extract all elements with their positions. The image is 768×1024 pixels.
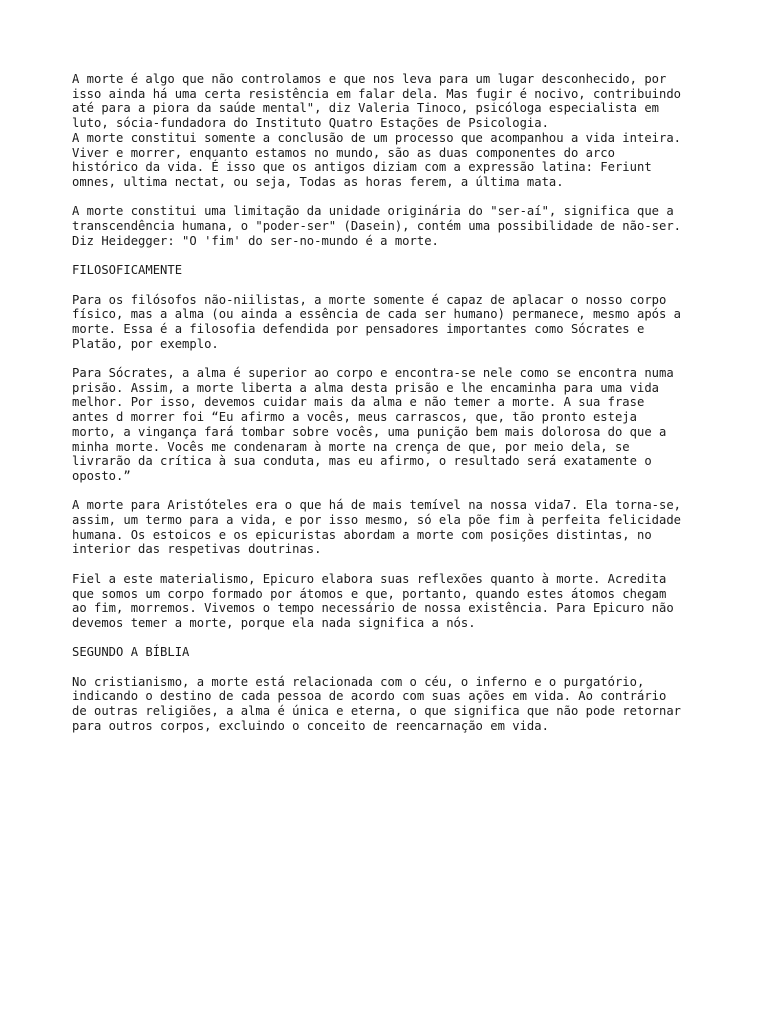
text-line: A morte para Aristóteles era o que há de mais temível na nossa vida7. Ela torna-se,	[72, 498, 682, 513]
text-line: que somos um corpo formado por átomos e que, portanto, quando estes átomos chegam	[72, 586, 667, 601]
text-line: de outras religiões, a alma é única e eterna, o que significa que não pode retornar	[72, 704, 682, 719]
text-line: devemos temer a morte, porque ela nada significa a nós.	[72, 615, 476, 630]
text-line: até para a piora da saúde mental", diz Valeria Tinoco, psicóloga especialista em	[72, 101, 659, 116]
text-line: morto, a vingança fará tombar sobre vocês, uma punição bem mais dolorosa do que a	[72, 424, 667, 439]
text-line: A morte constitui uma limitação da unidade originária do "ser-aí", significa que a	[72, 204, 674, 219]
text-line: isso ainda há uma certa resistência em falar dela. Mas fugir é nocivo, contribuindo	[72, 86, 682, 101]
text-line: histórico da vida. É isso que os antigos diziam com a expressão latina: Feriunt	[72, 160, 652, 175]
text-line: Para Sócrates, a alma é superior ao corpo e encontra-se nele como se encontra numa	[72, 366, 674, 380]
document-body	[72, 72, 702, 734]
paragraph-gap	[72, 190, 702, 205]
paragraph-gap	[72, 484, 702, 499]
text-line: No cristianismo, a morte está relacionada com o céu, o inferno e o purgatório,	[72, 674, 645, 689]
text-line: antes d morrer foi “Eu afirmo a vocês, meus carrascos, que, tão pronto esteja	[72, 410, 637, 425]
text-line: prisão. Assim, a morte liberta a alma desta prisão e lhe encaminha para uma vida	[72, 380, 659, 395]
text-line: minha morte. Vocês me condenaram à morte na crença de que, por meio dela, se	[72, 439, 630, 454]
text-line: assim, um termo para a vida, e por isso mesmo, só ela põe fim à perfeita felicidade	[72, 513, 682, 528]
text-line: livrarão da crítica à sua conduta, mas eu afirmo, o resultado será exatamente o	[72, 454, 652, 469]
paragraph-gap	[72, 278, 702, 293]
paragraph-gap	[72, 248, 702, 263]
text-line: luto, sócia-fundadora do Instituto Quatro Estações de Psicologia.	[72, 116, 549, 131]
text-line: Platão, por exemplo.	[72, 336, 219, 351]
text-line: melhor. Por isso, devemos cuidar mais da alma e não temer a morte. A sua frase	[72, 395, 645, 410]
text-line: A morte é algo que não controlamos e que nos leva para um lugar desconhecido, por	[72, 72, 667, 86]
paragraph-gap	[72, 631, 702, 646]
text-line: omnes, ultima nectat, ou seja, Todas as horas ferem, a última mata.	[72, 174, 564, 189]
text-line: Fiel a este materialismo, Epicuro elabora suas reflexões quanto à morte. Acredita	[72, 571, 667, 586]
text-line: Viver e morrer, enquanto estamos no mundo, são as duas componentes do arco	[72, 145, 615, 160]
text-line: indicando o destino de cada pessoa de acordo com suas ações em vida. Ao contrário	[72, 689, 667, 704]
section-heading: FILOSOFICAMENTE	[72, 263, 183, 278]
paragraph-gap	[72, 660, 702, 675]
text-line: humana. Os estoicos e os epicuristas abordam a morte com posições distintas, no	[72, 527, 652, 542]
paragraph-gap	[72, 351, 702, 366]
text-line: interior das respetivas doutrinas.	[72, 542, 322, 557]
text-line: físico, mas a alma (ou ainda a essência de cada ser humano) permanece, mesmo após a	[72, 307, 682, 322]
paragraph-gap	[72, 557, 702, 572]
section-heading: SEGUNDO A BÍBLIA	[72, 645, 190, 660]
text-line: oposto.”	[72, 468, 131, 483]
text-line: A morte constitui somente a conclusão de um processo que acompanhou a vida inteira.	[72, 130, 682, 145]
text-line: para outros corpos, excluindo o conceito de reencarnação em vida.	[72, 718, 549, 733]
text-line: Diz Heidegger: "O 'fim' do ser-no-mundo é a morte.	[72, 233, 439, 248]
text-line: transcendência humana, o "poder-ser" (Dasein), contém uma possibilidade de não-ser.	[72, 219, 682, 234]
text-line: Para os filósofos não-niilistas, a morte somente é capaz de aplacar o nosso corpo	[72, 292, 667, 307]
text-line: morte. Essa é a filosofia defendida por pensadores importantes como Sócrates e	[72, 321, 645, 336]
text-line: ao fim, morremos. Vivemos o tempo necessário de nossa existência. Para Epicuro não	[72, 601, 674, 616]
